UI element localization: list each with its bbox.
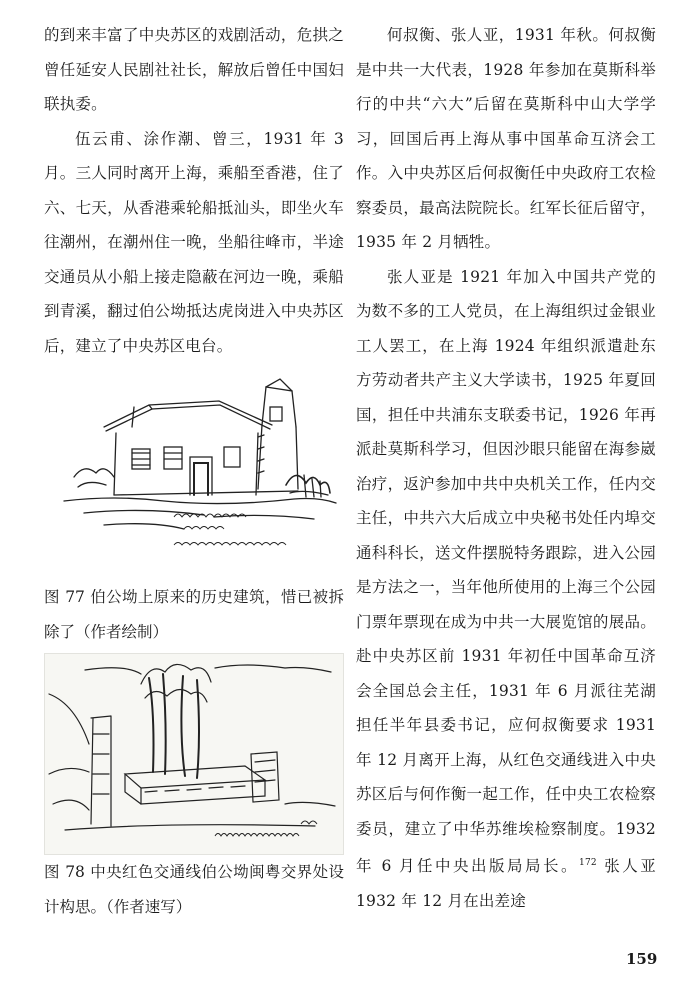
left-column (44, 18, 344, 924)
left-paragraph-1: 的到来丰富了中央苏区的戏剧活动，危拱之曾任延安人民剧社社长，解放后曾任中国妇联执委。 (44, 26, 344, 113)
left-paragraph-2: 伍云甫、涂作潮、曾三，1931 年 3 月。三人同时离开上海，乘船至香港，住了六、七天，从香港乘轮船抵汕头，即坐火车往潮州，在潮州住一晚，坐船往峰市，半途交通员从小船上接走隐蔽在河边一晚，乘船到青溪，翻过伯公坳抵达虎岗进入中央苏区后，建立了中央苏区电台。 (44, 129, 344, 355)
right-paragraph-2 (356, 260, 656, 919)
right-paragraph-2-tail: 张人亚 1932 年 12 月在出差途 (356, 857, 656, 910)
figure-78-sketch (44, 653, 344, 855)
figure-78-caption: 图 78 中央红色交通线伯公坳闽粤交界处设计构思。（作者速写） (44, 863, 344, 916)
figure-77-sketch (44, 367, 344, 580)
right-paragraph-2-main: 张人亚是 1921 年加入中国共产党的为数不多的工人党员，在上海组织过金银业工人罢工，在上海 1924 年组织派遣赴东方劳动者共产主义大学读书，1925 年夏回国，担任中共浦东支联委书记，1926 年再派赴莫斯科学习，但因沙眼只能留在海参崴治疗，返沪参加中共中央机关工作，任内交主任，中共六大后成立中央秘书处任内埠交通科科长，送文件摆脱特务跟踪，进入公园是方法之一，当年他所使用的上海三个公园门票年票现在成为中共一大展览馆的展品。赴中央苏区前 1931 年初任中国革命互济会全国总会主任，1931 年 6 月派往芜湖担任半年县委书记，应何叔衡要求 1931 年 12 月离开上海，从红色交通线进入中央苏区后与何作衡一起工作，任中央工农检察委员，建立了中华苏维埃检察制度。1932 年 6 月任中央出版局局长。 (356, 267, 656, 875)
page-number: 159 (626, 950, 658, 968)
right-column (356, 18, 656, 918)
figure-77-caption: 图 77 伯公坳上原来的历史建筑，惜已被拆除了（作者绘制） (44, 588, 344, 641)
right-paragraph-1: 何叔衡、张人亚，1931 年秋。何叔衡是中共一大代表，1928 年参加在莫斯科举行的中共“六大”后留在莫斯科中山大学学习，回国后再上海从事中国革命互济会工作。入中央苏区后何叔衡任中央政府工农检察委员，最高法院院长。红军长征后留守，1935 年 2 月牺牲。 (356, 26, 656, 251)
footnote-marker[interactable]: 172 (579, 858, 597, 868)
